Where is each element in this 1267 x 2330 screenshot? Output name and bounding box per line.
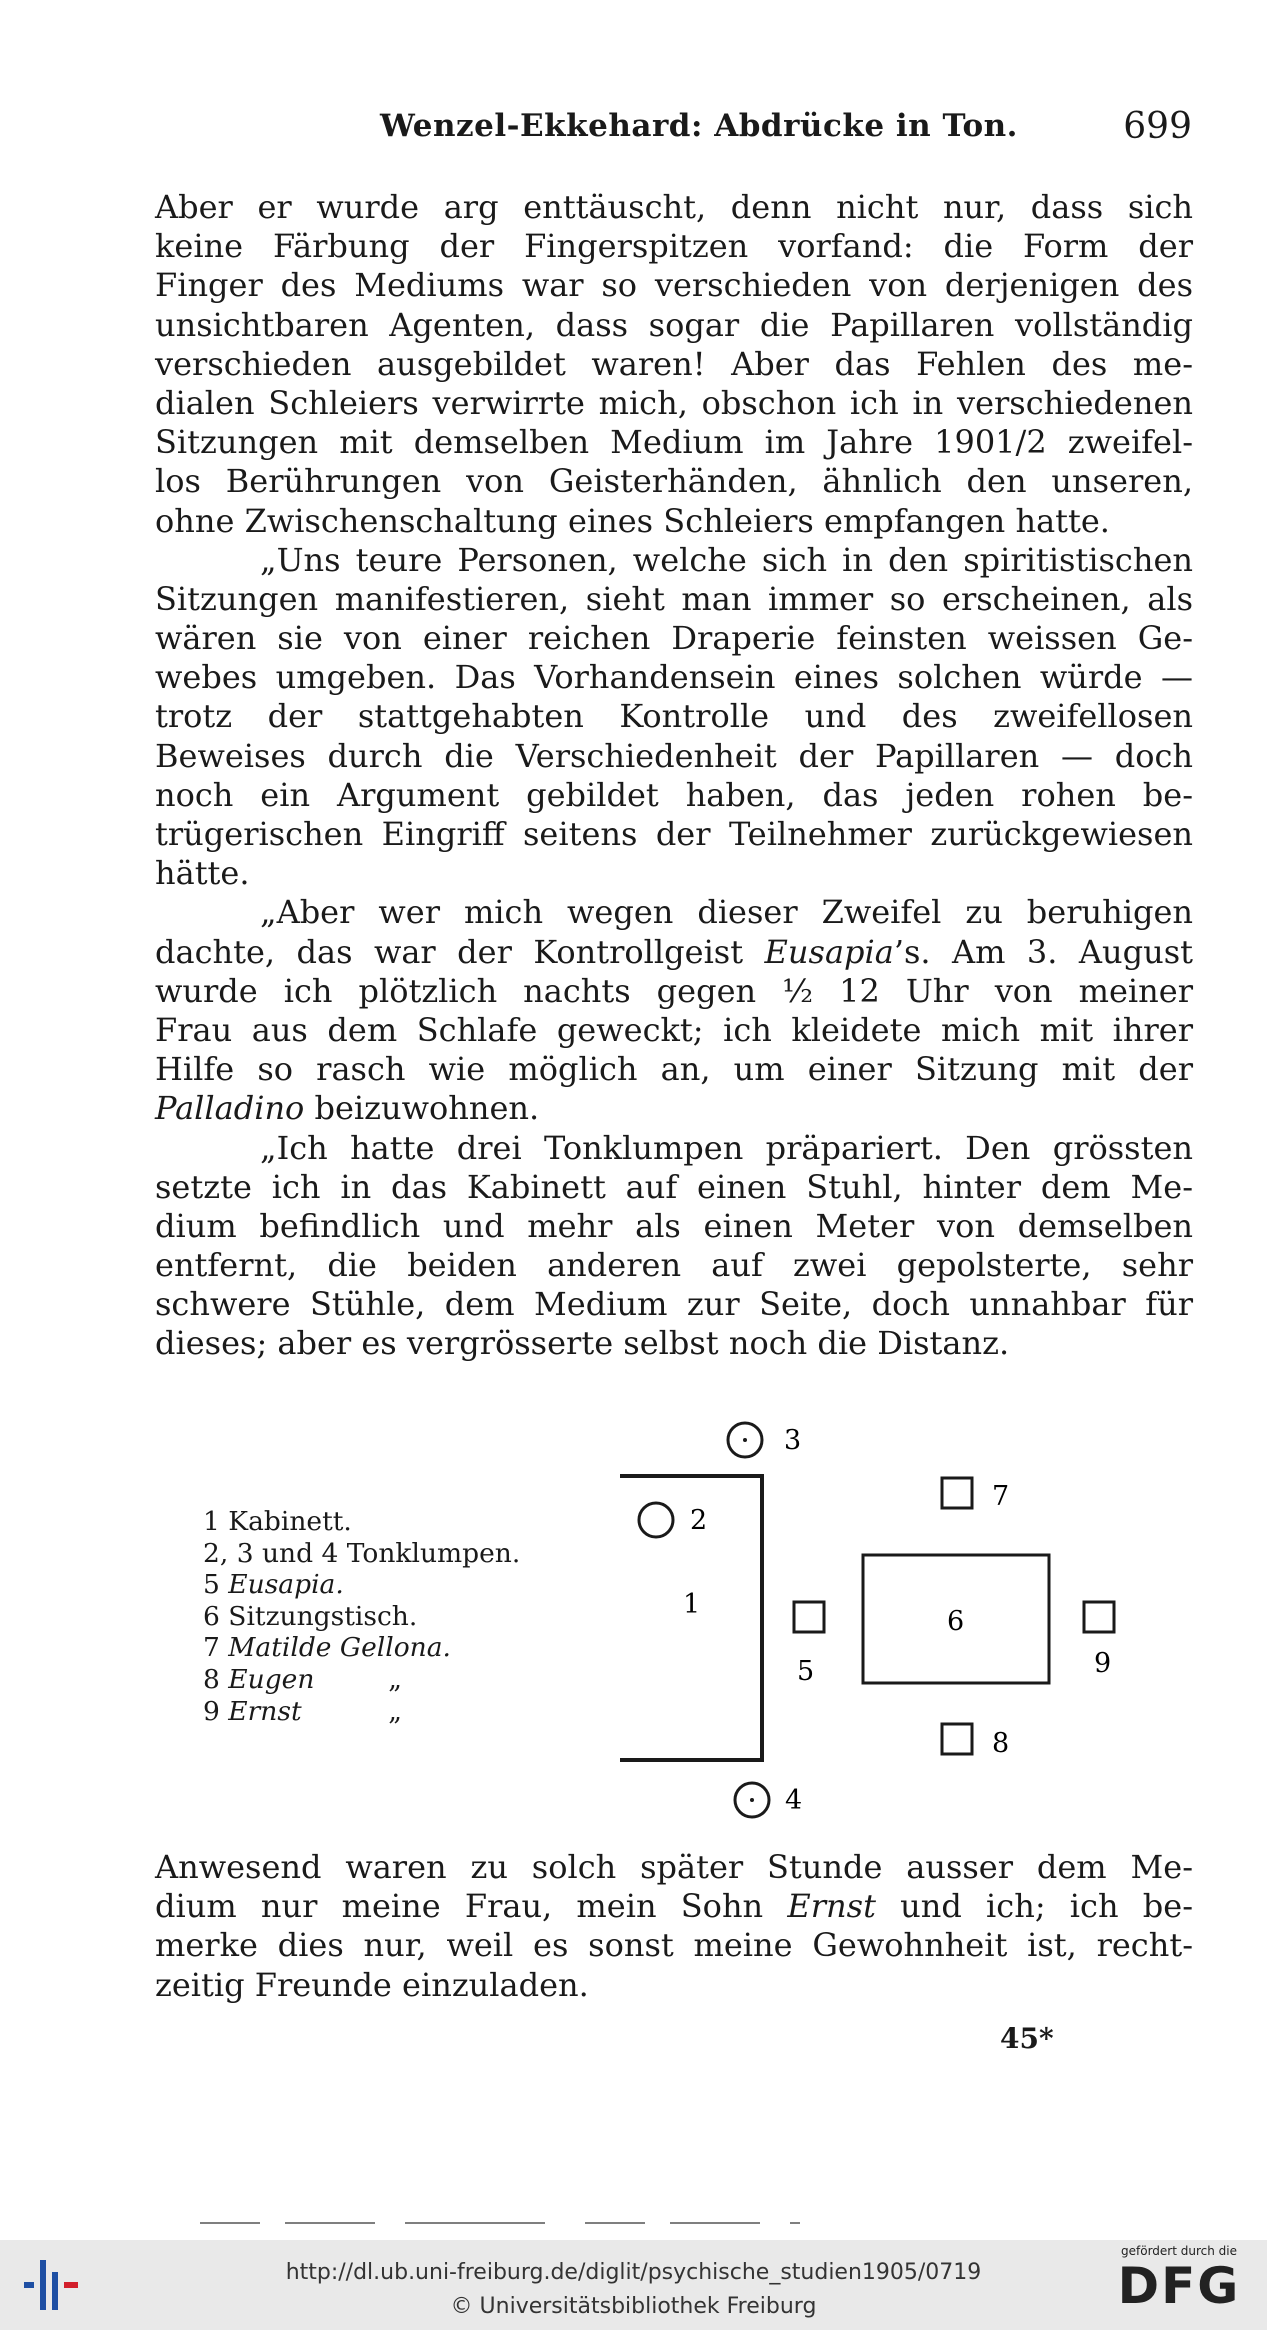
footer-copyright: © Universitätsbibliothek Freiburg [450, 2294, 817, 2319]
text-line: keine Färbung der Fingerspitzen vorfand: die Form der [155, 227, 1193, 266]
text-line: ohne Zwischenschaltung eines Schleiers empfangen hatte. [155, 501, 1110, 540]
legend-label: Eugen [228, 1663, 315, 1695]
label-1: 1 [683, 1589, 701, 1620]
text-line: Hilfe so rasch wie möglich an, um einer Sitzung mit der [155, 1050, 1193, 1089]
label-3: 3 [784, 1425, 802, 1456]
footer-url-link[interactable]: http://dl.ub.uni-freiburg.de/diglit/psychische_studien1905/0719 [285, 2260, 982, 2285]
text-line: dieses; aber es vergrösserte selbst noch die Distanz. [155, 1324, 1010, 1363]
scan-rule [200, 2222, 800, 2224]
text-line: wurde ich plötzlich nachts gegen ½ 12 Uhr von meiner [155, 971, 1193, 1010]
text-fragment: und ich; ich be- [875, 1887, 1194, 1926]
text-line: hätte. [155, 854, 250, 893]
ditto-mark: „ [388, 1695, 403, 1727]
clay-lump-4-dot [750, 1798, 754, 1802]
ditto-mark: „ [388, 1663, 403, 1695]
text-line: „Ich hatte drei Tonklumpen präpariert. Den grössten [260, 1128, 1193, 1167]
text-fragment: beizuwohnen. [304, 1089, 540, 1128]
text-line [155, 1887, 1193, 1926]
text-line: verschieden ausgebildet waren! Aber das Fehlen des me- [155, 344, 1193, 383]
text-line: trotz der stattgehabten Kontrolle und des zweifellosen [155, 697, 1193, 736]
text-line: dialen Schleiers verwirrte mich, obschon ich in verschiedenen [155, 383, 1193, 422]
legend-label: Tonklumpen. [346, 1537, 521, 1569]
text-line: dium befindlich und mehr als einen Meter von demselben [155, 1206, 1193, 1245]
closing-paragraph [155, 1848, 1193, 2005]
text-line [155, 1966, 1193, 2005]
text-line: Sitzungen mit demselben Medium im Jahre 1901/2 zweifel- [155, 423, 1193, 462]
text-line: Beweises durch die Verschiedenheit der Papillaren — doch [155, 736, 1193, 775]
legend-number: 7 [203, 1632, 229, 1664]
label-9: 9 [1094, 1648, 1112, 1679]
legend-number: 9 [203, 1695, 229, 1727]
text-line [155, 1848, 1193, 1887]
legend-number: 8 [203, 1663, 229, 1695]
legend-number: 5 [203, 1569, 229, 1601]
legend-label: Ernst [228, 1695, 302, 1727]
funder-block [1109, 2244, 1249, 2314]
text-line: schwere Stühle, dem Medium zur Seite, doch unnahbar für [155, 1285, 1193, 1324]
text-line: trügerischen Eingriff seitens der Teilnehmer zurückgewiesen [155, 815, 1193, 853]
sheet-signature: 45* [1000, 2022, 1054, 2055]
label-4: 4 [785, 1785, 803, 1816]
text-line: unsichtbaren Agenten, dass sogar die Papillaren vollständig [155, 305, 1193, 344]
seat-8-icon [942, 1724, 972, 1754]
running-head: Wenzel-Ekkehard: Abdrücke in Ton. [380, 108, 1018, 144]
text-line: Finger des Mediums war so verschieden von derjenigen des [155, 266, 1193, 305]
label-8: 8 [992, 1728, 1010, 1759]
label-2: 2 [690, 1505, 708, 1536]
funder-note: gefördert durch die [1121, 2244, 1237, 2258]
text-line: „Uns teure Personen, welche sich in den spiritistischen [260, 540, 1193, 579]
text-fragment: zeitig Freunde einzuladen. [155, 1965, 589, 2004]
seat-9-icon [1084, 1602, 1114, 1632]
clay-lump-2-icon [639, 1503, 673, 1537]
text-line: „Aber wer mich wegen dieser Zweifel zu beruhigen [260, 893, 1193, 932]
legend-label: Matilde Gellona. [228, 1632, 451, 1664]
text-fragment: dachte, das war der Kontrollgeist [155, 932, 765, 971]
legend-number: 6 [203, 1600, 229, 1632]
text-line: entfernt, die beiden anderen auf zwei gepolsterte, sehr [155, 1246, 1193, 1285]
legend-number: 2, 3 und 4 [203, 1537, 347, 1569]
seat-5-icon [794, 1602, 824, 1632]
label-6: 6 [947, 1606, 965, 1637]
legend-number: 1 [203, 1506, 229, 1537]
text-fragment: dium nur meine Frau, mein Sohn [155, 1887, 788, 1926]
text-fragment: ’s. Am 3. August [893, 932, 1194, 971]
text-line: wären sie von einer reichen Draperie feinsten weissen Ge- [155, 619, 1193, 658]
text-line: Sitzungen manifestieren, sieht man immer so erscheinen, als [155, 579, 1193, 618]
dfg-logo: DFG [1117, 2257, 1241, 2315]
text-line [155, 1926, 1193, 1965]
legend-label: Eusapia. [228, 1569, 344, 1601]
text-line: Aber er wurde arg enttäuscht, denn nicht nur, dass sich [155, 188, 1193, 226]
legend-label: Sitzungstisch. [228, 1600, 418, 1632]
text-line: los Berührungen von Geisterhänden, ähnlich den unseren, [155, 462, 1193, 501]
label-5: 5 [797, 1656, 815, 1687]
person-name: Palladino [155, 1089, 305, 1128]
footer-bar [0, 2240, 1267, 2330]
person-name: Ernst [787, 1887, 876, 1926]
legend-label: Kabinett. [228, 1506, 352, 1537]
text-fragment: Anwesend waren zu solch später Stunde ausser dem Me- [155, 1848, 1193, 1886]
text-line: webes umgeben. Das Vorhandensein eines solchen würde — [155, 658, 1193, 697]
person-name: Eusapia [764, 932, 894, 971]
text-line: noch ein Argument gebildet haben, das jeden rohen be- [155, 775, 1193, 814]
page-number: 699 [1123, 106, 1192, 147]
text-fragment: merke dies nur, weil es sonst meine Gewohnheit ist, recht- [155, 1926, 1193, 1965]
seat-7-icon [942, 1478, 972, 1508]
text-line: Frau aus dem Schlafe geweckt; ich kleidete mich mit ihrer [155, 1010, 1193, 1049]
text-line: setzte ich in das Kabinett auf einen Stuhl, hinter dem Me- [155, 1167, 1193, 1206]
clay-lump-3-dot [743, 1438, 747, 1442]
label-7: 7 [992, 1481, 1010, 1512]
